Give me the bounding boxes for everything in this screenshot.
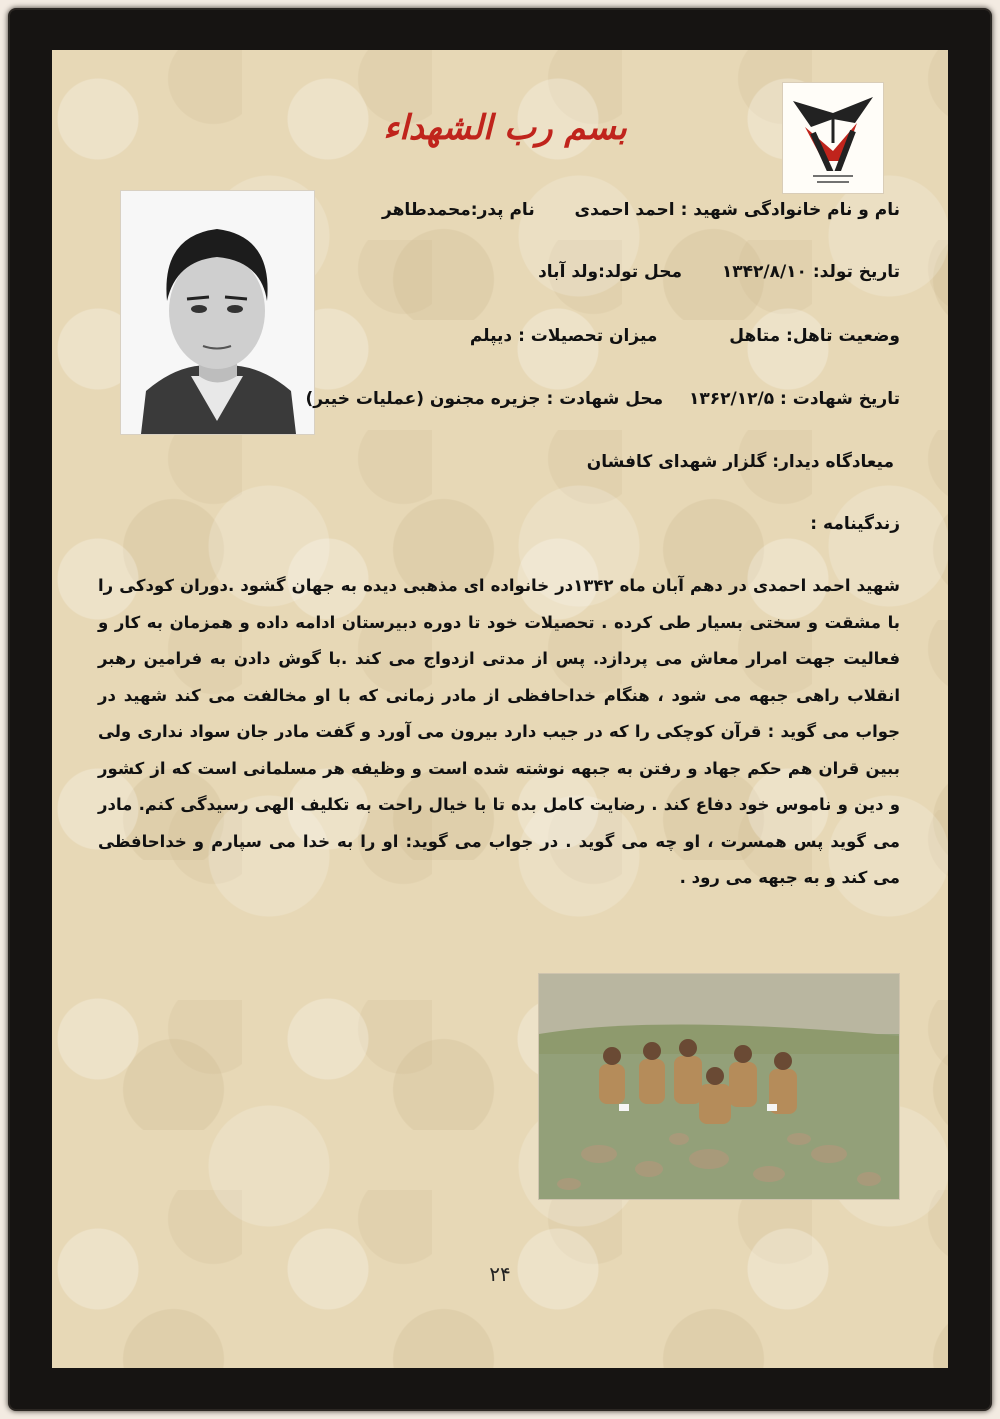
birth-date-label: تاریخ تولد: — [812, 262, 900, 282]
meeting-value: گلزار شهدای کافشان — [586, 452, 767, 472]
biography-text: شهید احمد احمدی در دهم آبان ماه ۱۳۴۲در خانواده ای مذهبی دیده به جهان گشود .دوران کودکی را با مشقت و سختی بسیار طی کرده . تحصیلات خود تا دوره دبیرستان ادامه داده و همزمان به کار و فعالیت جهت امرار معاش می پردازد. پس از مدتی ازدواج می کند .با گوش دادن به فرامین رهبر انقلاب راهی جبهه می شود ، هنگام خداحافظی از مادر زمانی که با او مخالفت می کند شهید در جواب می گوید : قرآن کوچکی را که در جیب دارد بیرون می آورد و گفت مادر جان سواد نداری ولی ببین قران هم حکم جهاد و رفتن به جبهه نوشته شده است و وظیفه هر مسلمانی است که از کشور و دین و ناموس خود دفاع کند . رضایت کامل بده تا با خیال راحت به تکلیف الهی رسیدگی کنم. مادر می گوید پس همسرت ، او چه می گوید . در جواب می گوید: او را به خدا می سپارم و خداحافظی می کند و به جبهه می رود . — [98, 576, 900, 887]
education-label: میزان تحصیلات : — [518, 326, 658, 346]
father-value: محمدطاهر — [382, 200, 471, 220]
group-photo — [538, 973, 900, 1200]
status-line — [470, 326, 900, 346]
page-title: بسم رب الشهداء — [383, 108, 627, 148]
meeting-line — [587, 452, 894, 472]
name-line — [382, 200, 900, 220]
martyrdom-line — [306, 389, 901, 409]
organization-logo — [782, 82, 884, 194]
education-value: دیپلم — [469, 326, 513, 346]
birth-line — [538, 262, 900, 282]
marital-value: متاهل — [729, 326, 781, 346]
page-number: ۲۴ — [489, 1262, 511, 1286]
martyrdom-date-label: تاریخ شهادت : — [780, 389, 900, 409]
martyrdom-place-value: جزیره مجنون (عملیات خیبر) — [305, 389, 541, 409]
meeting-label: میعادگاه دیدار: — [772, 452, 894, 472]
birth-place-value: ولد آباد — [538, 262, 599, 282]
name-value: احمد احمدی — [574, 200, 675, 220]
martyr-portrait — [120, 190, 315, 435]
martyrdom-place-label: محل شهادت : — [546, 389, 664, 409]
biography-heading: زندگینامه : — [810, 514, 900, 534]
name-label: نام و نام خانوادگی شهید : — [680, 200, 900, 220]
marital-label: وضعیت تاهل: — [786, 326, 900, 346]
birth-place-label: محل تولد: — [598, 262, 683, 282]
father-label: نام پدر: — [470, 200, 535, 220]
birth-date-value: ۱۳۴۲/۸/۱۰ — [721, 262, 807, 282]
martyrdom-date-value: ۱۳۶۲/۱۲/۵ — [689, 389, 775, 409]
